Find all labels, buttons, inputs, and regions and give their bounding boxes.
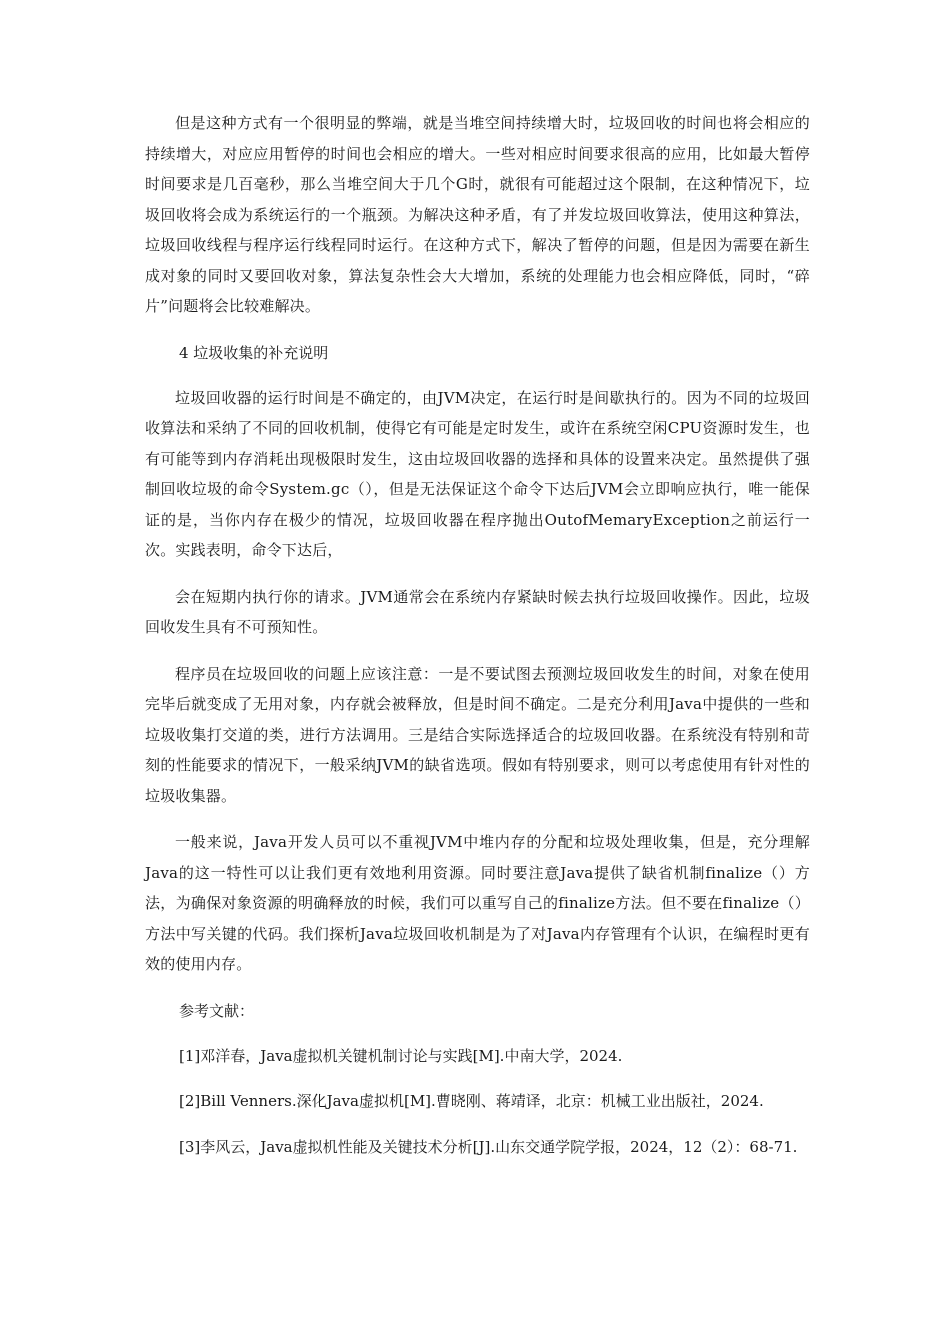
section-heading: 4 垃圾收集的补充说明 (179, 343, 329, 362)
paragraph-gc-pause-drawback: 但是这种方式有一个很明显的弊端，就是当堆空间持续增大时，垃圾回收的时间也将会相应的持续增大，对应应用暂停的时间也会相应的增大。一些对相应时间要求很高的应用，比如最大暂停时间要求是几百毫秒，那么当堆空间大于几个G时，就很有可能超过这个限制，在这种情况下，垃圾回收将会成为系统运行的一个瓶颈。为解决这种矛盾，有了并发垃圾回收算法，使用这种算法，垃圾回收线程与程序运行线程同时运行。在这种方式下，解决了暂停的问题，但是因为需要在新生成对象的同时又要回收对象，算法复杂性会大大增加，系统的处理能力也会相应降低，同时，“碎片”问题将会比较难解决。 (145, 114, 810, 315)
paragraph-gc-unpredictable: 会在短期内执行你的请求。JVM通常会在系统内存紧缺时候去执行垃圾回收操作。因此，垃圾回收发生具有不可预知性。 (145, 587, 810, 636)
paragraph-summary: 一般来说，Java开发人员可以不重视JVM中堆内存的分配和垃圾处理收集，但是，充分理解Java的这一特性可以让我们更有效地利用资源。同时要注意Java提供了缺省机制finalize（）方法，为确保对象资源的明确释放的时候，我们可以重写自己的finalize方法。但不要在finalize（）方法中写关键的代码。我们探析Java垃圾回收机制是为了对Java内存管理有个认识，在编程时更有效的使用内存。 (145, 833, 810, 973)
reference-item: [1]邓洋春，Java虚拟机关键机制讨论与实践[M].中南大学，2024. (179, 1046, 623, 1065)
reference-item: [2]Bill Venners.深化Java虚拟机[M].曹晓刚、蒋靖译，北京：机械工业出版社，2024. (179, 1092, 764, 1110)
paragraph-gc-timing: 垃圾回收器的运行时间是不确定的，由JVM决定，在运行时是间歇执行的。因为不同的垃圾回收算法和采纳了不同的回收机制，使得它有可能是定时发生，或许在系统空闲CPU资源时发生，也有可能等到内存消耗出现极限时发生，这由垃圾回收器的选择和具体的设置来决定。虽然提供了强制回收垃圾的命令System.gc（），但是无法保证这个命令下达后JVM会立即响应执行，唯一能保证的是，当你内存在极少的情况，垃圾回收器在程序抛出OutofMemaryException之前运行一次。实践表明，命令下达后， (145, 388, 810, 559)
references-title: 参考文献： (179, 1001, 255, 1020)
paragraph-programmer-notes: 程序员在垃圾回收的问题上应该注意：一是不要试图去预测垃圾回收发生的时间，对象在使用完毕后就变成了无用对象，内存就会被释放，但是时间不确定。二是充分利用Java中提供的一些和垃圾收集打交道的类，进行方法调用。三是结合实际选择适合的垃圾回收器。在系统没有特别和苛刻的性能要求的情况下，一般采纳JVM的缺省选项。假如有特别要求，则可以考虑使用有针对性的垃圾收集器。 (145, 664, 810, 805)
document-page (145, 108, 810, 1177)
reference-item: [3]李风云，Java虚拟机性能及关键技术分析[J].山东交通学院学报，2024，12（2）：68-71. (179, 1137, 798, 1156)
